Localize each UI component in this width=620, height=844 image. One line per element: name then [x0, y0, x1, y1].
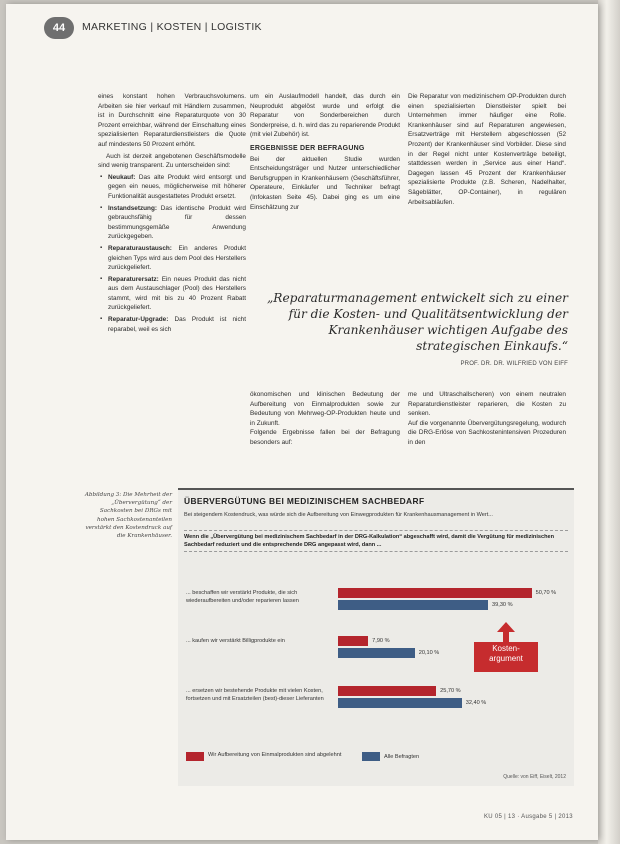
definition-text: Das alte Produkt wird entsorgt und gegen ein neues, möglicherweise mit höherer Funktionalität ausgestattetes Produkt ersetzt. [108, 173, 246, 200]
bar-value-label: 20,10 % [418, 650, 440, 656]
definition-text: Das Produkt ist nicht reparabel, weil es sich [108, 316, 246, 333]
chart-title: ÜBERVERGÜTUNG BEI MEDIZINISCHEM SACHBEDARF [184, 496, 425, 506]
category-label: ... kaufen wir verstärkt Billigprodukte ein [186, 638, 285, 644]
bar-reprocessing [338, 686, 436, 696]
paragraph: um ein Auslaufmodell handelt, das durch ein Neuprodukt abgelöst wurde und erfolgt die Reparatur von Sonderbereichen durch Sonderpreise, d. h. wird das zu reparierende Produkt (mit viel Zubehör) ist. [250, 93, 400, 139]
bar-all-respondents [338, 698, 462, 708]
chart-subtitle: Bei steigendem Kostendruck, was würde sich die Aufbereitung von Einwegprodukten für Krankenhausmanagement in Wert... [184, 512, 493, 518]
definition-item [108, 204, 246, 242]
definition-text: Ein neues Produkt das nicht aus dem Austauschlager (Pool) des Herstellers stammt, wird mit bis zu 40 Prozent Rabatt zurückgeliefert. [108, 275, 246, 312]
bar-reprocessing [338, 588, 532, 598]
paragraph: Die Reparatur von medizinischem OP-Produkten durch einen spezialisierten Dienstleister spielt bei Unternehmen immer häufiger eine Rolle. Krankenhäuser sind auf Reparaturen angewiesen, Ersatzverträge mit Herstellern abgeschlossen (52 Prozent) der Krankenhäuser sind Vorbilder. Diese sind in der Regel nicht unter Kostenverträge beteiligt, stattdessen werden in „Service aus einer Hand“. Dagegen lassen 45 Prozent der Krankenhäuser spezialisierte Produkte (z.B. Scheren, Nadelhalter, Sägeblätter, OP-Container), in regulären Arbeitsabläufen. [408, 93, 566, 206]
definition-text: Das identische Produkt wird gebrauchsfähig für dessen bestimmungsgemäße Anwendung zurückgegeben. [108, 204, 246, 241]
bar-value-label: 25,70 % [440, 688, 461, 694]
category-label: ... ersetzen wir bestehende Produkte mit vielen Kosten, fortsetzen und mit Ersatzteilen (best)-dieser Lieferanten [186, 688, 324, 702]
arrow-up-icon [496, 622, 516, 644]
definition-text: Ein anderes Produkt gleichen Typs wird aus dem Pool des Herstellers zurückgeliefert. [108, 244, 246, 272]
definition-term: Reparatur-Upgrade: [108, 316, 175, 324]
definition-term: Reparaturaustausch: [108, 244, 179, 252]
magazine-page [6, 4, 598, 840]
cost-argument-callout [474, 642, 538, 672]
definition-item [108, 275, 246, 313]
legend-swatch-red [186, 752, 204, 761]
bar-all-respondents [338, 648, 415, 658]
page-footer: KU 05 | 13 · Ausgabe 5 | 2013 [484, 814, 573, 820]
bar-reprocessing [338, 636, 368, 646]
legend-label: Wir Aufbereitung von Einmalprodukten sind abgelehnt [208, 752, 342, 758]
quote-author: PROF. DR. DR. WILFRIED VON EIFF [460, 361, 568, 367]
text-column-3 [408, 92, 566, 207]
definition-term: Instandsetzung: [108, 204, 161, 212]
text-column-2-lower: ökonomischen und klinischen Bedeutung der Aufbereitung von Einmalprodukten sowie zur Bedeutung von Mehrweg-OP-Produkten heute und in Zukunft. Folgende Ergebnisse fallen bei der Befragung besonders auf: [250, 391, 400, 446]
callout-text: Kosten- argument [489, 644, 523, 663]
definition-item [108, 173, 246, 202]
text-column-1 [98, 92, 246, 336]
paragraph: Bei der aktuellen Studie wurden Entscheidungsträger und Nutzer unterschiedlicher Berufsgruppen in Krankenhäusern (Geschäftsführer, Operateure, Einkäufer und Techniker befragt (Infokasten Seite 45). Dabei ging es um eine Einschätzung zur [250, 155, 400, 211]
bar-value-label: 39,30 % [492, 602, 513, 608]
chart-question: Wenn die „Übervergütung bei medizinischem Sachbedarf in der DRG-Kalkulation“ abgeschafft wird, damit die Vergütung für medizinischen Sachbedarf reduziert und die entsprechende DRG angepasst wird, dann ... [184, 530, 568, 552]
definition-list [98, 173, 246, 335]
bar-all-respondents [338, 600, 488, 610]
paragraph: eines konstant hohen Verbrauchsvolumens. Arbeiten sie hier verkauf mit Händlern zusammen, ist in Durchschnitt eine Reparaturquote von 30 Prozent erreichbar, während der Einschaltung eines spezialisierten Reparaturdienstleisters die Quote auf mindestens 50 Prozent erhöht. [98, 93, 246, 148]
page-spine [598, 0, 620, 844]
figure-caption: Abbildung 3: Die Mehrheit der „Übervergütung“ der Sachkosten bei DRGs mit hohen Sachkostenanteilen verstärkt den Kostendruck auf die Krankenhäuser. [84, 492, 172, 540]
text-column-2 [250, 92, 400, 212]
bar-value-label: 32,40 % [465, 700, 487, 706]
definition-item [108, 315, 246, 334]
bar-value-label: 7,90 % [372, 638, 390, 644]
paragraph: Auch ist derzeit angebotenen Geschäftsmodelle sind wenig transparent. Zu unterscheiden sind: [98, 152, 246, 170]
definition-term: Reparaturersatz: [108, 275, 162, 283]
pull-quote: „Reparaturmanagement entwickelt sich zu einer für die Kosten- und Qualitätsentwicklung der Krankenhäuser wichtigen Aufgabe des strategischen Einkaufs.“ [266, 291, 568, 353]
legend-label: Alle Befragten [384, 754, 420, 760]
page-number: 44 [44, 17, 74, 39]
category-label: ... beschaffen wir verstärkt Produkte, die sich wiederaufbereiten und/oder reparieren lassen [186, 590, 299, 604]
definition-term: Neukauf: [108, 173, 139, 181]
section-subheading: ERGEBNISSE DER BEFRAGUNG [250, 144, 365, 152]
legend-swatch-blue [362, 752, 380, 761]
definition-item [108, 244, 246, 273]
bar-value-label: 50,70 % [535, 590, 557, 596]
chart-source: Quelle: von Eiff, Eiselt, 2012 [503, 774, 566, 780]
section-heading: MARKETING | KOSTEN | LOGISTIK [82, 21, 262, 33]
text-column-3-lower: me und Ultraschallscheren) von einem neutralen Reparaturdienstleister reparieren, die Kosten zu senken. Auf die vorgenannte Übervergütungsregelung, wodurch die DRG-Erlöse von Sachkostenintensiven Prozeduren in den [408, 391, 566, 446]
chart-box [178, 488, 574, 786]
